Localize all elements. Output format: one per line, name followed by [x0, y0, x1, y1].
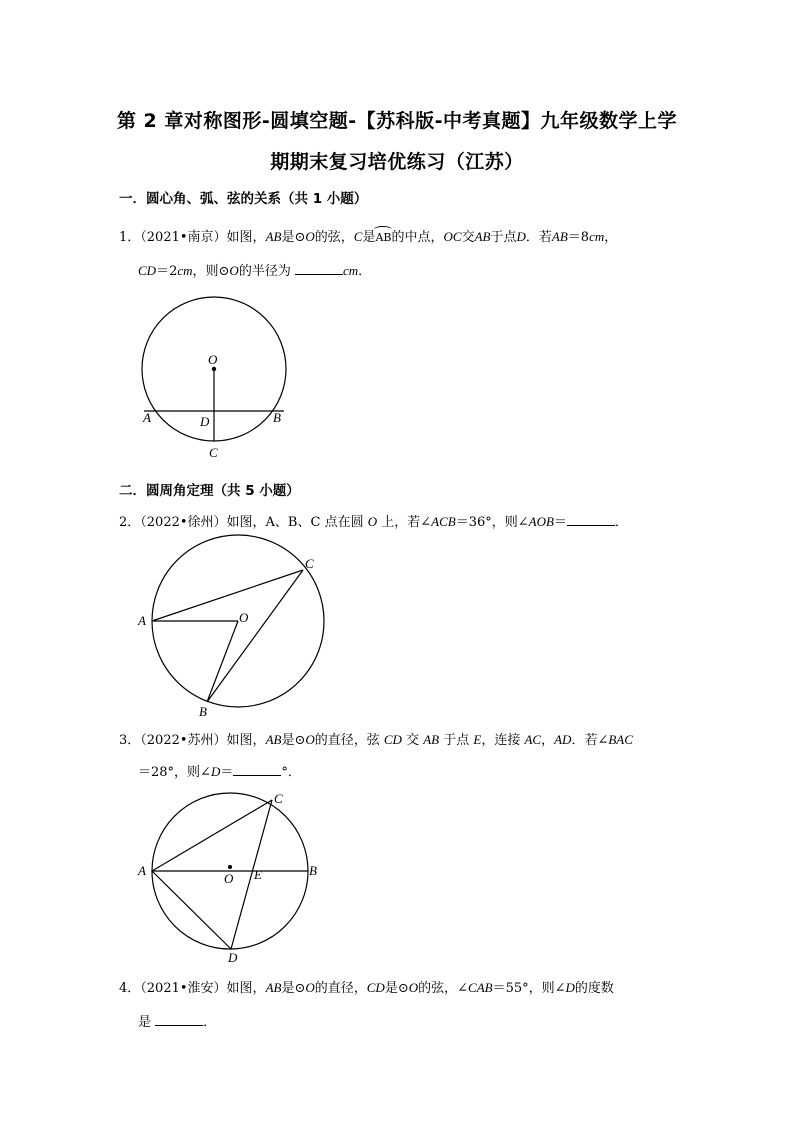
answer-blank-2[interactable]: [567, 513, 615, 526]
problem-3-line2: ＝28°，则∠D＝ °．: [138, 764, 301, 780]
fig2-label-c: C: [305, 556, 314, 571]
fig3-label-e: E: [254, 867, 262, 882]
answer-blank-4[interactable]: [155, 1013, 203, 1026]
page-title-line2: 期期末复习培优练习（江苏）: [270, 151, 524, 173]
center-point-o: [212, 367, 216, 371]
fig2-label-o: O: [239, 610, 249, 625]
problem-1-line1: 1．（2021•南京）如图，AB是⊙O的弦，C是AB的中点，OC交AB于点D．若AB＝8cm，: [119, 229, 618, 245]
problem-2-line1: 2．（2022•徐州）如图，A、B、C 点在圆 O 上，若∠ACB＝36°，则∠AOB＝ ．: [119, 514, 628, 530]
section-heading-2: 二．圆周角定理（共 5 小题）: [119, 483, 300, 499]
fig1-label-o: O: [208, 352, 218, 367]
chord-cd: [231, 800, 272, 949]
segment-ac: [152, 570, 303, 621]
figure-2: [152, 535, 324, 707]
fig1-label-c: C: [209, 445, 218, 460]
fig2-label-b: B: [199, 704, 207, 719]
segment-cb: [207, 570, 303, 702]
fig3-label-c: C: [274, 791, 283, 806]
arc-ab-label: AB: [375, 231, 392, 244]
segment-ac: [152, 800, 272, 871]
fig3-label-b: B: [309, 863, 317, 878]
fig2-label-a: A: [138, 613, 146, 628]
fig3-label-o: O: [224, 871, 234, 886]
problem-1-line2: CD＝2cm，则⊙O的半径为 cm．: [138, 263, 372, 279]
section-heading-1: 一．圆心角、弧、弦的关系（共 1 小题）: [119, 191, 368, 207]
problem-4-line1: 4．（2021•淮安）如图，AB是⊙O的直径，CD是⊙O的弦，∠CAB＝55°，则∠D的度数: [119, 980, 614, 996]
problem-4-line2: 是 ．: [138, 1015, 217, 1030]
fig1-label-d: D: [200, 414, 210, 429]
segment-ob: [207, 621, 238, 702]
answer-blank-3[interactable]: [233, 763, 281, 776]
problem-3-line1: 3．（2022•苏州）如图，AB是⊙O的直径，弦 CD 交 AB 于点 E，连接 AC，AD．若∠BAC: [119, 732, 633, 748]
page-title-line1: 第 2 章对称图形-圆填空题-【苏科版-中考真题】九年级数学上学: [116, 110, 678, 132]
fig3-label-d: D: [228, 950, 238, 965]
fig3-label-a: A: [138, 863, 146, 878]
fig1-label-b: B: [273, 410, 281, 425]
segment-ad: [152, 871, 231, 949]
center-point-o-3: [228, 865, 232, 869]
fig1-label-a: A: [143, 410, 151, 425]
